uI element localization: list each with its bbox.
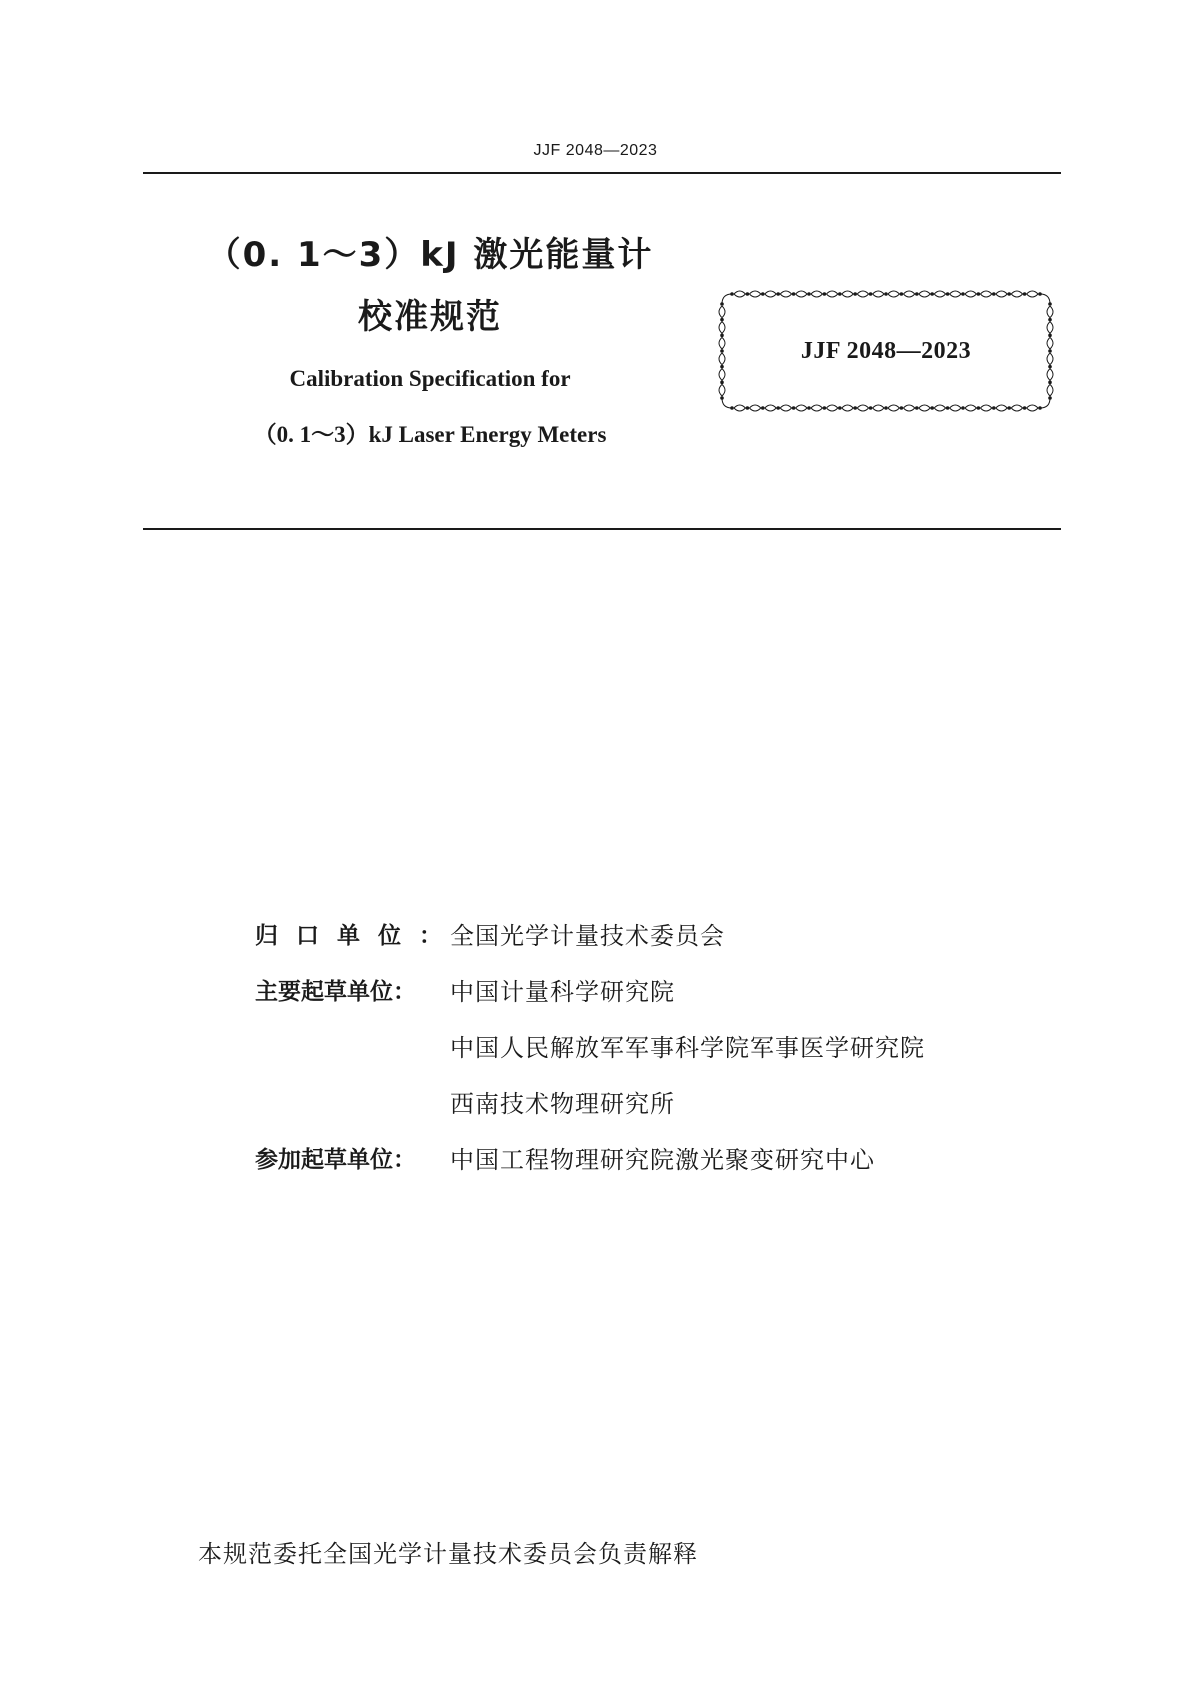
main-drafting-unit-colon: ： — [393, 978, 416, 1005]
title-english-line-2: （0. 1～3）kJ Laser Energy Meters — [253, 422, 607, 447]
main-drafting-unit-value-1: 中国计量科学研究院 — [450, 977, 675, 1006]
drafter-row-responsible-unit — [255, 905, 1055, 961]
main-drafting-unit-value-2: 中国人民解放军军事科学院军事医学研究院 — [450, 1033, 925, 1062]
header-standard-code: JJF 2048—2023 — [533, 142, 658, 159]
interpretation-note: 本规范委托全国光学计量技术委员会负责解释 — [198, 1540, 698, 1568]
title-chinese-line-1: （0. 1～3）kJ 激光能量计 — [206, 235, 654, 275]
main-drafting-unit-label: 主要起草单位 — [255, 978, 393, 1005]
title-english-line-1: Calibration Specification for — [289, 366, 571, 391]
header-rule — [143, 172, 1061, 174]
drafter-row-participating-unit — [255, 1129, 1055, 1185]
standard-code: JJF 2048—2023 — [800, 338, 972, 364]
drafter-row-main-drafting-unit — [255, 961, 1055, 1017]
participating-unit-label: 参加起草单位 — [255, 1146, 393, 1173]
responsible-unit-value: 全国光学计量技术委员会 — [450, 921, 725, 950]
main-drafting-unit-value-3: 西南技术物理研究所 — [450, 1089, 675, 1118]
title-rule — [143, 528, 1061, 530]
title-chinese-line-2: 校准规范 — [358, 297, 502, 337]
participating-unit-colon: ： — [393, 1146, 416, 1173]
responsible-unit-label: 归口单位 — [255, 922, 419, 949]
drafter-row-main-drafting-unit-3 — [255, 1073, 1055, 1129]
standard-code-frame — [718, 290, 1054, 412]
participating-unit-value: 中国工程物理研究院激光聚变研究中心 — [450, 1145, 875, 1174]
title-block — [170, 230, 690, 450]
drafting-units — [255, 905, 1055, 1185]
drafter-row-main-drafting-unit-2 — [255, 1017, 1055, 1073]
responsible-unit-colon: ： — [419, 922, 442, 949]
